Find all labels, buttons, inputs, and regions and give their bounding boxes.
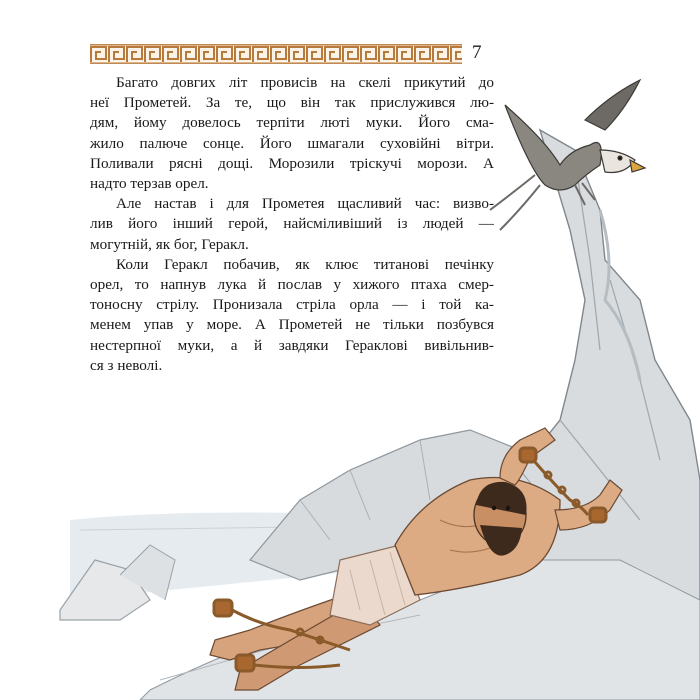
text-line: Але настав і для Прометея щасливий час: визво- [116,195,494,213]
text-line: ся з неволі. [90,356,163,374]
text-line: менем упав у море. А Прометей не тільки позбувся [90,316,494,334]
page-number: 7 [472,42,482,63]
text-line: Поливали рясні дощі. Морозили тріскучі морози. А [90,154,494,172]
text-line: могутній, як бог, Геракл. [90,235,249,253]
text-line: Коли Геракл побачив, як клює титанові печінку [116,255,494,273]
text-line: жило палюче сонце. Його шмагали суховійні вітри. [90,134,494,152]
text-line: орел, то напнув лука й послав у хижого птаха смер- [90,276,494,294]
text-line: тоносну стрілу. Пронизала стріла орла — і той ка- [90,296,494,314]
text-line: Багато довгих літ провисів на скелі прикутий до [116,74,494,91]
text-line: лив його інший герой, найсміливіший із людей — [90,215,494,233]
text-line: нестерпної муки, а й завдяки Гераклові вивільнив- [90,336,494,354]
text-line: дям, йому довелось терпіти люті муки. Його сма- [90,114,494,132]
text-line: надто терзав орел. [90,175,209,193]
text-line: неї Прометей. За те, що він так прислужився лю- [90,94,494,112]
